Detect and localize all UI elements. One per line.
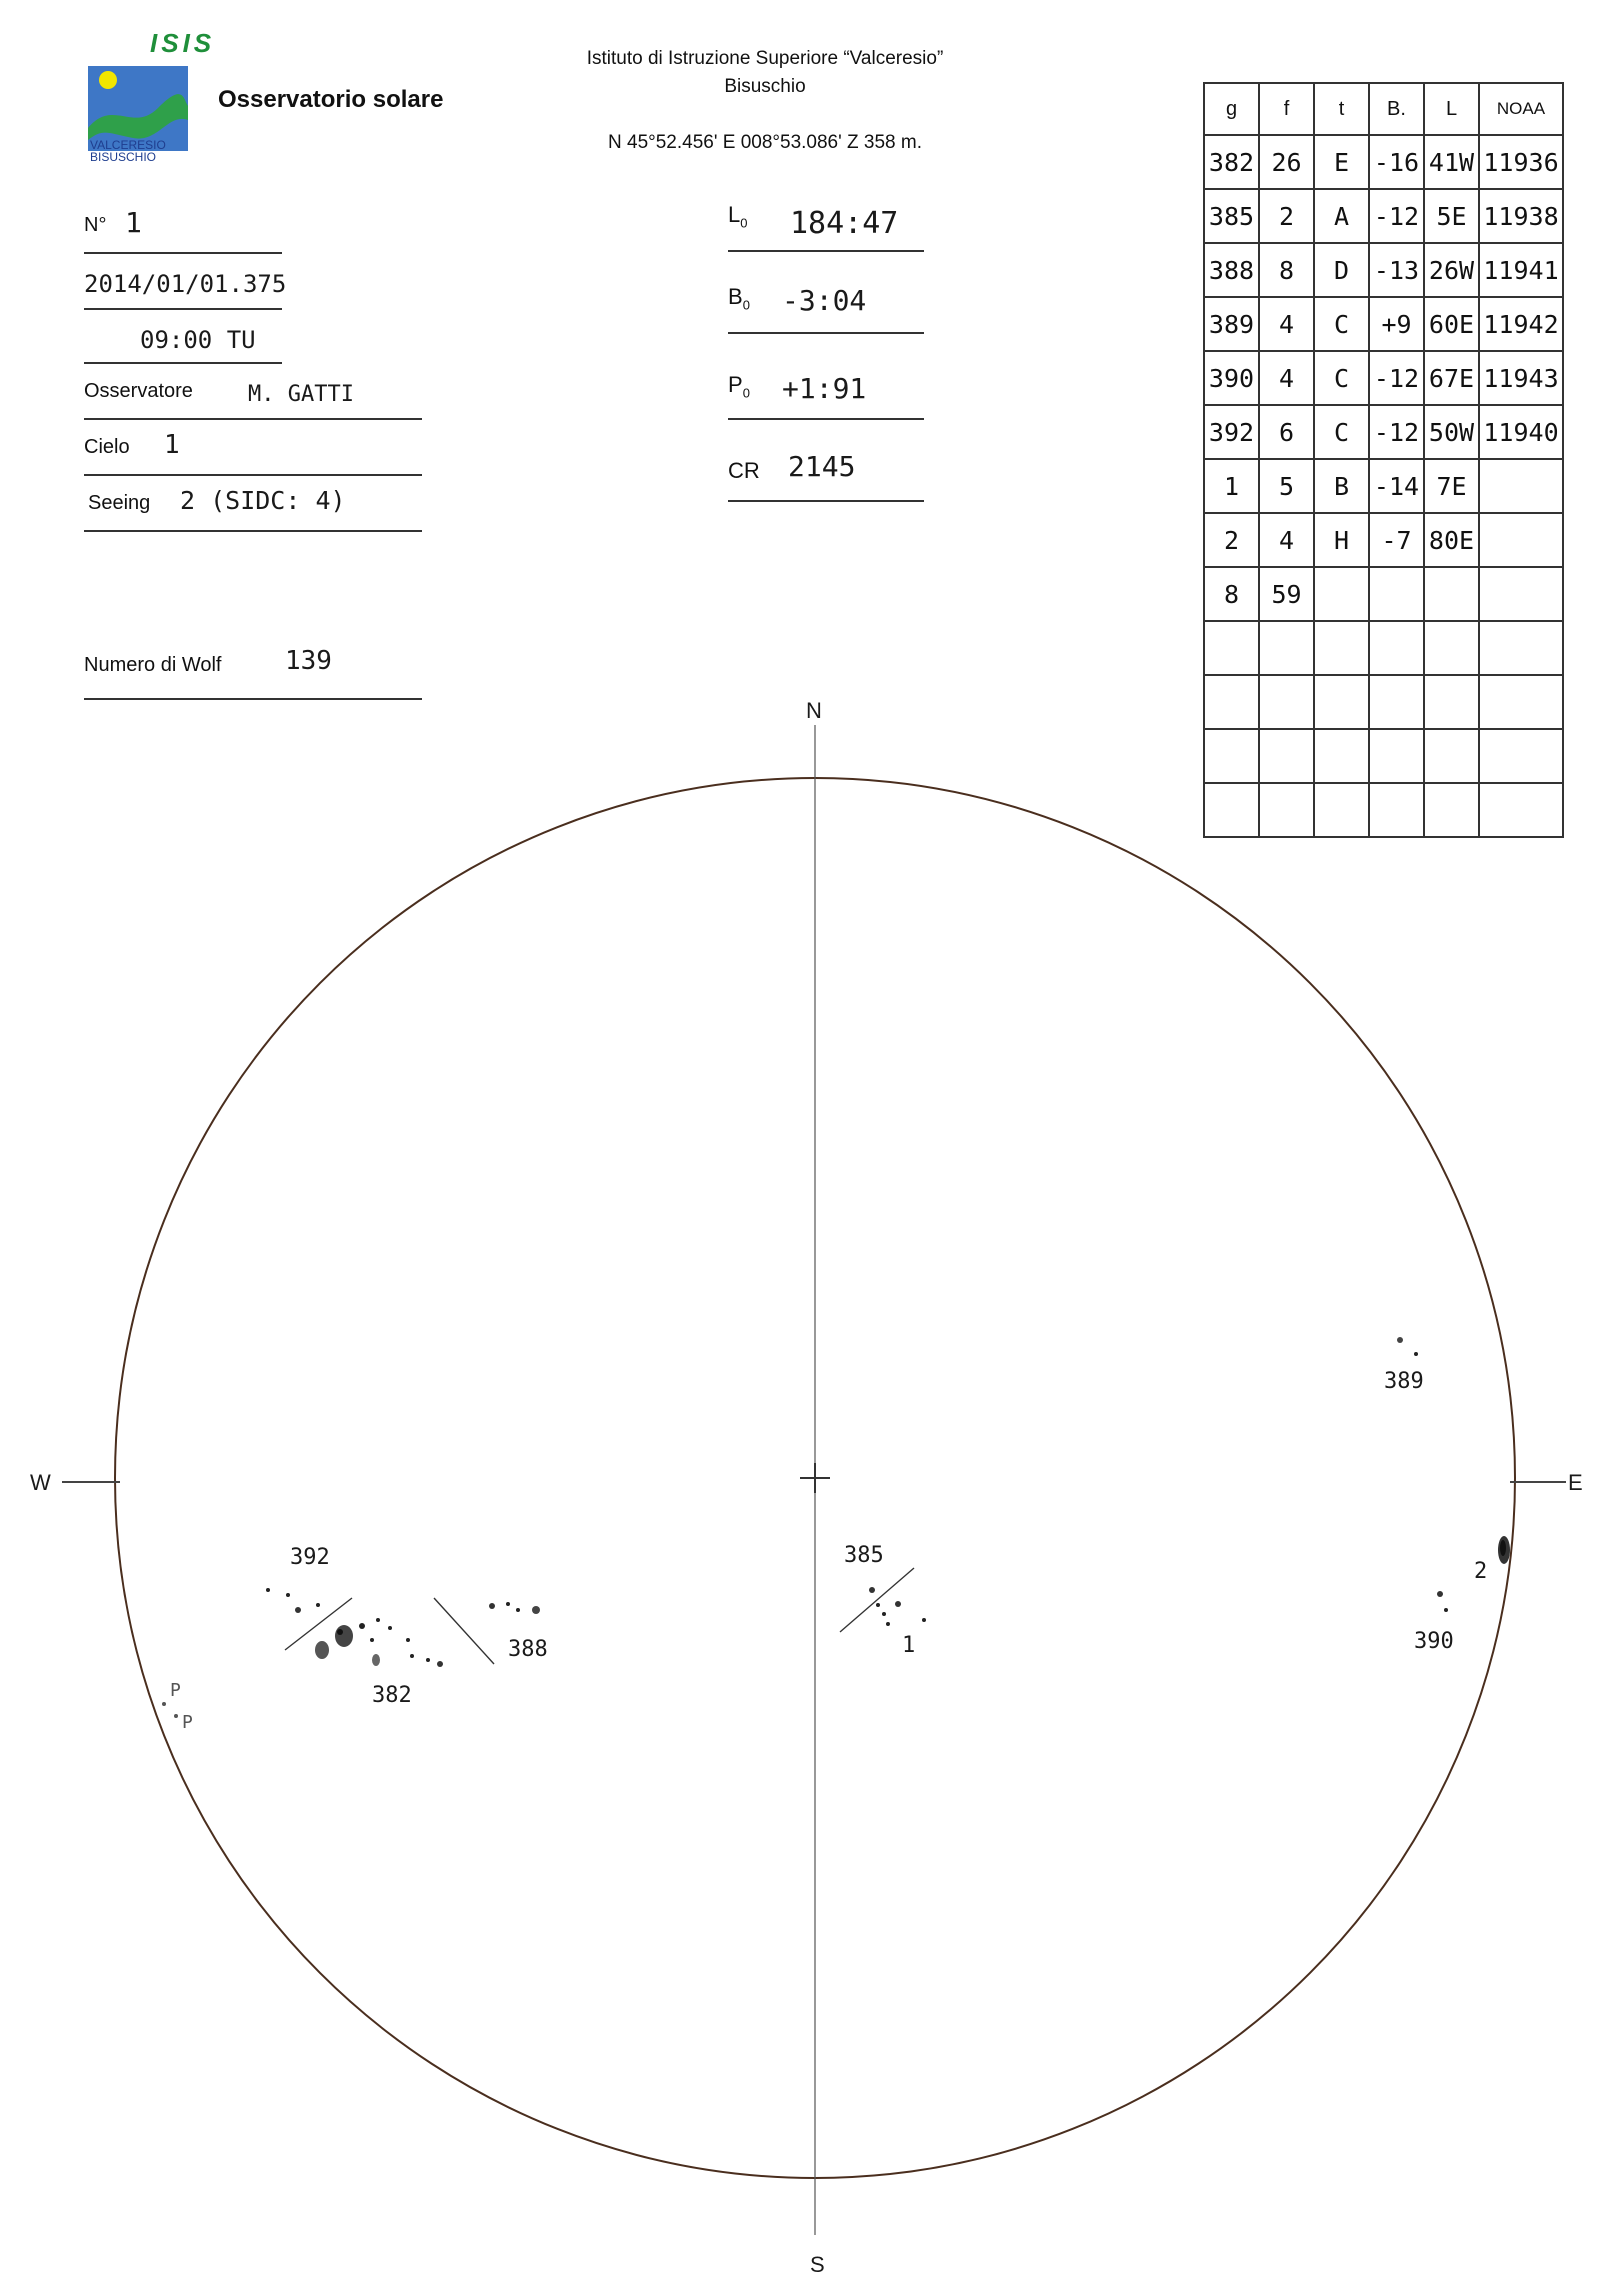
table-cell: 8 <box>1259 243 1314 297</box>
table-cell: 11938 <box>1479 189 1563 243</box>
table-cell: 11936 <box>1479 135 1563 189</box>
table-cell: 50W <box>1424 405 1479 459</box>
table-cell: -12 <box>1369 189 1424 243</box>
table-cell: 389 <box>1204 297 1259 351</box>
logo-text: ISIS <box>150 28 216 58</box>
table-cell: C <box>1314 297 1369 351</box>
table-cell: 382 <box>1204 135 1259 189</box>
cr-label: CR <box>728 458 760 483</box>
table-cell: A <box>1314 189 1369 243</box>
wolf-label: Numero di Wolf <box>84 654 222 676</box>
table-cell: D <box>1314 243 1369 297</box>
table-cell: 59 <box>1259 567 1314 621</box>
table-cell: 26W <box>1424 243 1479 297</box>
limb-label-p2: P <box>182 1712 193 1733</box>
table-cell: -12 <box>1369 351 1424 405</box>
sunspot-group-392-382 <box>266 1588 443 1667</box>
institute-name: Istituto di Istruzione Superiore “Valceresio” <box>586 48 944 69</box>
table-cell: 4 <box>1259 351 1314 405</box>
limb-label-p1: P <box>170 1680 181 1701</box>
table-cell: 60E <box>1424 297 1479 351</box>
table-cell: 390 <box>1204 351 1259 405</box>
institute-town: Bisuschio <box>724 76 806 97</box>
table-cell: 385 <box>1204 189 1259 243</box>
table-cell: 6 <box>1259 405 1314 459</box>
observer-label: Osservatore <box>84 380 193 402</box>
table-cell: 11943 <box>1479 351 1563 405</box>
group-label-389: 389 <box>1384 1369 1424 1394</box>
logo-subtitle-2: BISUSCHIO <box>90 150 157 164</box>
north-label: N <box>806 698 822 723</box>
sunspot-group-385-1 <box>840 1568 926 1632</box>
table-cell: -13 <box>1369 243 1424 297</box>
south-label: S <box>810 2252 825 2277</box>
limb-p-marks <box>162 1702 178 1718</box>
page-title: Osservatorio solare <box>218 86 444 113</box>
column-header: g <box>1204 83 1259 135</box>
table-cell: 11942 <box>1479 297 1563 351</box>
sky-label: Cielo <box>84 436 130 458</box>
column-header: f <box>1259 83 1314 135</box>
column-header: NOAA <box>1479 83 1563 135</box>
group-label-390: 390 <box>1414 1629 1454 1654</box>
group-label-382: 382 <box>372 1683 412 1708</box>
table-cell: 11941 <box>1479 243 1563 297</box>
p0-label: $P_0$ <box>728 372 750 401</box>
observer-value: M. GATTI <box>248 382 354 407</box>
l0-label: $L_0$ <box>728 202 748 231</box>
group-label-1: 1 <box>902 1633 916 1658</box>
table-cell: -12 <box>1369 405 1424 459</box>
west-label: W <box>30 1470 51 1495</box>
table-cell: -14 <box>1369 459 1424 513</box>
table-cell: +9 <box>1369 297 1424 351</box>
table-cell: H <box>1314 513 1369 567</box>
table-cell: 4 <box>1259 297 1314 351</box>
table-cell: 2 <box>1259 189 1314 243</box>
column-header: B. <box>1369 83 1424 135</box>
b0-value: -3:04 <box>782 284 867 317</box>
cr-value: 2145 <box>788 450 856 483</box>
logo-subtitle-1: VALCERESIO <box>90 138 166 152</box>
sunspot-group-389 <box>1397 1337 1418 1356</box>
table-cell: -16 <box>1369 135 1424 189</box>
group-label-2: 2 <box>1474 1559 1488 1584</box>
seeing-label: Seeing <box>88 492 151 514</box>
table-cell: C <box>1314 351 1369 405</box>
table-cell: 1 <box>1204 459 1259 513</box>
table-cell: 11940 <box>1479 405 1563 459</box>
group-label-388: 388 <box>508 1637 548 1662</box>
table-cell: 7E <box>1424 459 1479 513</box>
table-cell: 80E <box>1424 513 1479 567</box>
number-value: 1 <box>125 206 142 239</box>
b0-label: $B_0$ <box>728 284 750 313</box>
table-cell: 392 <box>1204 405 1259 459</box>
table-cell: E <box>1314 135 1369 189</box>
group-label-385: 385 <box>844 1543 884 1568</box>
observatory-coordinates: N 45°52.456' E 008°53.086' Z 358 m. <box>608 132 922 153</box>
column-header: L <box>1424 83 1479 135</box>
table-cell: 388 <box>1204 243 1259 297</box>
number-label: N° <box>84 214 107 236</box>
table-cell: 2 <box>1204 513 1259 567</box>
table-cell: 26 <box>1259 135 1314 189</box>
table-cell: 4 <box>1259 513 1314 567</box>
table-cell: 5 <box>1259 459 1314 513</box>
table-cell: 41W <box>1424 135 1479 189</box>
seeing-value: 2 (SIDC: 4) <box>180 486 346 515</box>
east-label: E <box>1568 1470 1583 1495</box>
table-cell: 8 <box>1204 567 1259 621</box>
column-header: t <box>1314 83 1369 135</box>
group-label-392: 392 <box>290 1545 330 1570</box>
p0-value: +1:91 <box>782 372 867 405</box>
date-value: 2014/01/01.375 <box>84 270 287 298</box>
table-cell: 67E <box>1424 351 1479 405</box>
table-cell: B <box>1314 459 1369 513</box>
l0-value: 184:47 <box>790 206 899 241</box>
table-cell: C <box>1314 405 1369 459</box>
sky-value: 1 <box>164 430 180 460</box>
table-cell: -7 <box>1369 513 1424 567</box>
time-value: 09:00 TU <box>140 326 256 354</box>
wolf-value: 139 <box>285 646 332 676</box>
table-cell: 5E <box>1424 189 1479 243</box>
